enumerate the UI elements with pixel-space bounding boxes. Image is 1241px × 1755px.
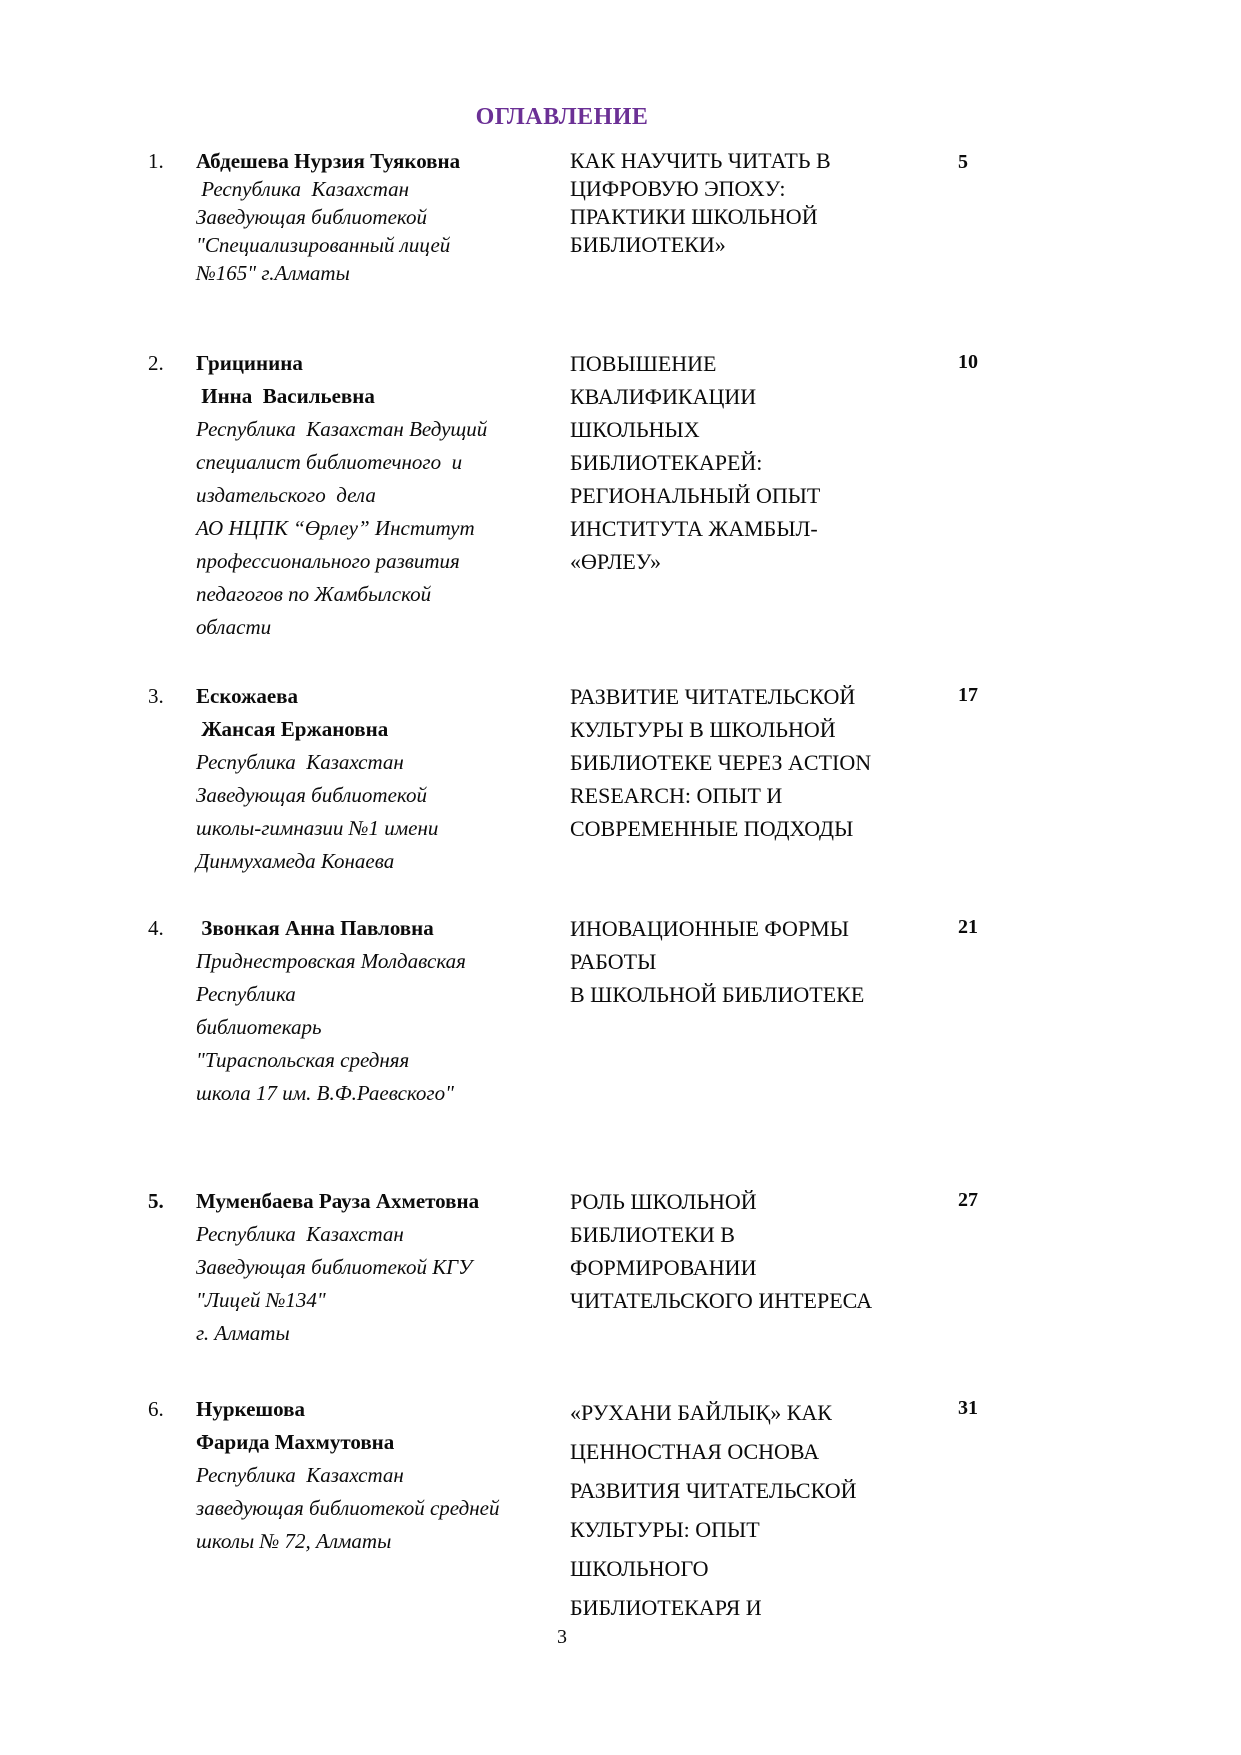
toc-entry — [148, 147, 1241, 287]
entry-author-block — [196, 147, 570, 287]
entry-title-line: «ӨРЛЕУ» — [570, 549, 662, 574]
entry-title-block — [570, 147, 942, 259]
footer-page-number: 3 — [557, 1626, 567, 1648]
author-affiliation-line: Республика Казахстан — [196, 177, 410, 201]
entry-number: 4. — [148, 916, 164, 940]
author-name-line: Ескожаева — [196, 684, 299, 708]
entry-author-block — [196, 347, 570, 644]
author-affiliation-line: профессионального развития — [196, 549, 460, 573]
entry-title-line: В ШКОЛЬНОЙ БИБЛИОТЕКЕ — [570, 982, 865, 1007]
entry-title-line: КАК НАУЧИТЬ ЧИТАТЬ В — [570, 148, 831, 173]
entry-title-line: РАЗВИТИЯ ЧИТАТЕЛЬСКОЙ — [570, 1478, 857, 1503]
entry-page-number: 10 — [958, 351, 978, 373]
entry-title-line: БИБЛИОТЕКАРЯ И — [570, 1595, 762, 1620]
toc-entry — [148, 347, 1241, 644]
toc-entries — [148, 135, 1241, 1627]
author-affiliation-line: издательского дела — [196, 483, 376, 507]
author-affiliation-line: Динмухамеда Конаева — [196, 849, 395, 873]
author-affiliation-line: школа 17 им. В.Ф.Раевского" — [196, 1081, 454, 1105]
toc-entry — [148, 912, 1241, 1110]
entry-title-line: ЧИТАТЕЛЬСКОГО ИНТЕРЕСА — [570, 1288, 873, 1313]
author-affiliation-line: Республика — [196, 982, 296, 1006]
author-affiliation-line: Заведующая библиотекой КГУ — [196, 1255, 473, 1279]
entry-title-line: ФОРМИРОВАНИИ — [570, 1255, 757, 1280]
entry-title-line: БИБЛИОТЕКИ» — [570, 232, 726, 257]
entry-title-line: ПРАКТИКИ ШКОЛЬНОЙ — [570, 204, 818, 229]
author-affiliation-line: "Специализированный лицей — [196, 233, 451, 257]
entry-page-number: 5 — [958, 151, 968, 173]
author-affiliation-line: области — [196, 615, 272, 639]
entry-title-block — [570, 912, 942, 1011]
author-affiliation-line: Заведующая библиотекой — [196, 205, 427, 229]
author-affiliation-line: №165" г.Алматы — [196, 261, 350, 285]
author-affiliation-line: школы-гимназии №1 имени — [196, 816, 439, 840]
entry-title-line: ЦЕННОСТНАЯ ОСНОВА — [570, 1439, 820, 1464]
entry-title-line: RESEARCH: ОПЫТ И — [570, 783, 783, 808]
entry-author-block — [196, 912, 570, 1110]
entry-title-block — [570, 1393, 942, 1627]
entry-title-line: «РУХАНИ БАЙЛЫҚ» КАК — [570, 1400, 832, 1425]
entry-title-line: КУЛЬТУРЫ В ШКОЛЬНОЙ — [570, 717, 836, 742]
entry-title-line: ШКОЛЬНЫХ — [570, 417, 700, 442]
author-affiliation-line: Республика Казахстан — [196, 1222, 404, 1246]
toc-entry — [148, 1185, 1241, 1350]
toc-entry — [148, 680, 1241, 878]
entry-title-line: РОЛЬ ШКОЛЬНОЙ — [570, 1189, 757, 1214]
entry-author-block — [196, 1185, 570, 1350]
entry-page-number: 17 — [958, 684, 978, 706]
entry-title-line: ИНСТИТУТА ЖАМБЫЛ- — [570, 516, 818, 541]
entry-page-number: 21 — [958, 916, 978, 938]
author-name-line: Нуркешова — [196, 1397, 305, 1421]
entry-number: 1. — [148, 149, 164, 173]
author-name-line: Фарида Махмутовна — [196, 1430, 395, 1454]
entry-title-line: РЕГИОНАЛЬНЫЙ ОПЫТ — [570, 483, 821, 508]
entry-title-line: БИБЛИОТЕКЕ ЧЕРЕЗ ACTION — [570, 750, 872, 775]
entry-author-block — [196, 1393, 570, 1558]
entry-number: 6. — [148, 1397, 164, 1421]
entry-page-number: 27 — [958, 1189, 978, 1211]
author-affiliation-line: "Лицей №134" — [196, 1288, 326, 1312]
entry-title-line: РАБОТЫ — [570, 949, 657, 974]
page-title: ОГЛАВЛЕНИЕ — [475, 104, 649, 130]
author-affiliation-line: библиотекарь — [196, 1015, 322, 1039]
entry-title-block — [570, 347, 942, 578]
entry-title-line: РАЗВИТИЕ ЧИТАТЕЛЬСКОЙ — [570, 684, 856, 709]
author-affiliation-line: "Тираспольская средняя — [196, 1048, 410, 1072]
author-name-line: Жансая Ержановна — [196, 717, 389, 741]
entry-title-line: ШКОЛЬНОГО — [570, 1556, 709, 1581]
entry-number: 5. — [148, 1189, 164, 1213]
author-affiliation-line: Республика Казахстан Ведущий — [196, 417, 488, 441]
author-affiliation-line: Заведующая библиотекой — [196, 783, 427, 807]
entry-title-line: БИБЛИОТЕКАРЕЙ: — [570, 450, 763, 475]
author-affiliation-line: г. Алматы — [196, 1321, 290, 1345]
author-affiliation-line: специалист библиотечного и — [196, 450, 463, 474]
entry-page-number: 31 — [958, 1397, 978, 1419]
entry-title-line: КВАЛИФИКАЦИИ — [570, 384, 757, 409]
author-name-line: Муменбаева Рауза Ахметовна — [196, 1189, 480, 1213]
author-name-line: Звонкая Анна Павловна — [196, 916, 434, 940]
author-affiliation-line: АО НЦПК “Өрлеу” Институт — [196, 516, 475, 540]
author-affiliation-line: Республика Казахстан — [196, 1463, 404, 1487]
author-affiliation-line: заведующая библиотекой средней — [196, 1496, 500, 1520]
entry-title-block — [570, 1185, 942, 1317]
entry-number: 3. — [148, 684, 164, 708]
author-name-line: Абдешева Нурзия Туяковна — [196, 149, 461, 173]
author-affiliation-line: педагогов по Жамбылской — [196, 582, 432, 606]
entry-title-line: КУЛЬТУРЫ: ОПЫТ — [570, 1517, 760, 1542]
toc-entry — [148, 1393, 1241, 1627]
author-affiliation-line: Республика Казахстан — [196, 750, 404, 774]
author-affiliation-line: школы № 72, Алматы — [196, 1529, 392, 1553]
entry-title-line: СОВРЕМЕННЫЕ ПОДХОДЫ — [570, 816, 854, 841]
entry-title-line: ЦИФРОВУЮ ЭПОХУ: — [570, 176, 786, 201]
entry-author-block — [196, 680, 570, 878]
entry-title-line: ИНОВАЦИОННЫЕ ФОРМЫ — [570, 916, 849, 941]
entry-number: 2. — [148, 351, 164, 375]
entry-title-block — [570, 680, 942, 845]
entry-title-line: ПОВЫШЕНИЕ — [570, 351, 717, 376]
entry-title-line: БИБЛИОТЕКИ В — [570, 1222, 735, 1247]
author-affiliation-line: Приднестровская Молдавская — [196, 949, 466, 973]
author-name-line: Инна Васильевна — [196, 384, 375, 408]
author-name-line: Грицинина — [196, 351, 303, 375]
